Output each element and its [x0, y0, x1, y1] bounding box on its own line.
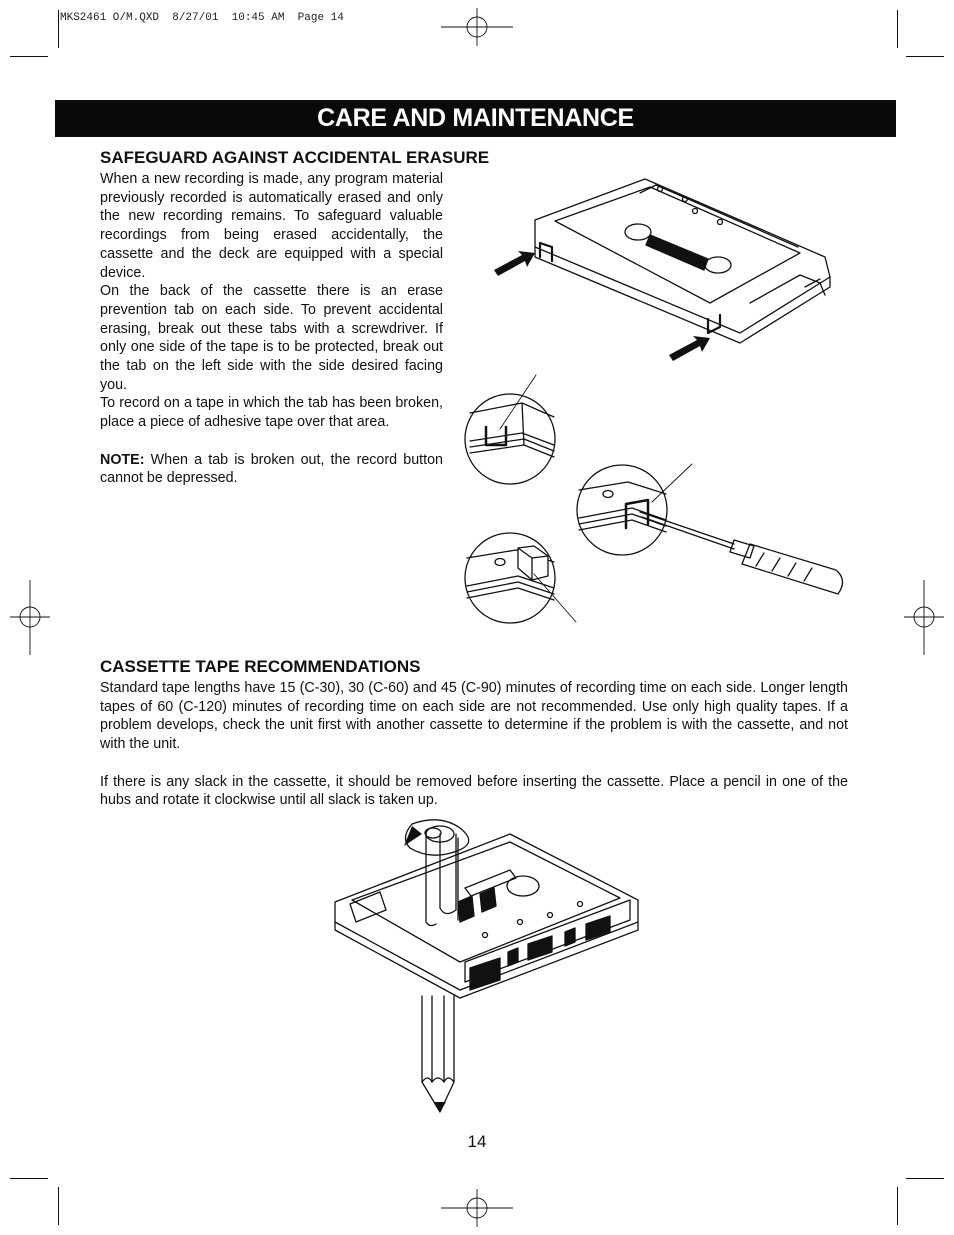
- page-number: 14: [467, 1132, 487, 1151]
- tab-detail-screwdriver-illustration: [574, 460, 854, 600]
- recommendations-paragraph-2: If there is any slack in the cassette, it should be removed before inserting the cassette. Place a pencil in one of the hubs and rotate it clockwise until all slack is taken up.: [100, 773, 848, 809]
- tab-detail-broken-illustration: [462, 528, 587, 628]
- pencil-rewinding-cassette-illustration: [330, 812, 645, 1122]
- safeguard-note: [100, 451, 443, 488]
- section-heading-safeguard: SAFEGUARD AGAINST ACCIDENTAL ERASURE: [100, 148, 490, 167]
- recommendations-paragraph-1: Standard tape lengths have 15 (C-30), 30 (C-60) and 45 (C-90) minutes of recording time on each side. Longer length tapes of 60 (C-120) minutes of recording time on each side are not recommended. Use only high quality tapes. If a problem develops, check the unit first with another cassette to determine if the problem is with the cassette, and not with the unit.: [100, 680, 848, 753]
- safeguard-paragraph-3: To record on a tape in which the tab has been broken, place a piece of adhesive tape over that area.: [100, 395, 443, 431]
- section-heading-recommendations: CASSETTE TAPE RECOMMENDATIONS: [100, 657, 421, 676]
- tab-detail-intact-illustration: [462, 373, 562, 488]
- safeguard-body: [100, 170, 443, 488]
- note-text: When a tab is broken out, the record button cannot be depressed.: [100, 451, 443, 487]
- safeguard-paragraph-2: On the back of the cassette there is an erase prevention tab on each side. To prevent accidental erasing, break out these tabs with a screwdriver. If only one side of the tape is to be protected, break out the tab on the left side with the side desired facing you.: [100, 283, 443, 393]
- recommendations-body: [100, 679, 848, 810]
- cassette-erase-tab-illustration: [480, 175, 850, 360]
- safeguard-paragraph-1: When a new recording is made, any program material previously recorded is automatically erased and only the new recording remains. To safeguard valuable recordings from being erased accidentally, the cassette and the deck are equipped with a special device.: [100, 171, 443, 281]
- file-slug-line: MKS2461 O/M.QXD 8/27/01 10:45 AM Page 14: [60, 12, 344, 24]
- note-label: NOTE:: [100, 451, 145, 468]
- page-title: CARE AND MAINTENANCE: [55, 100, 896, 137]
